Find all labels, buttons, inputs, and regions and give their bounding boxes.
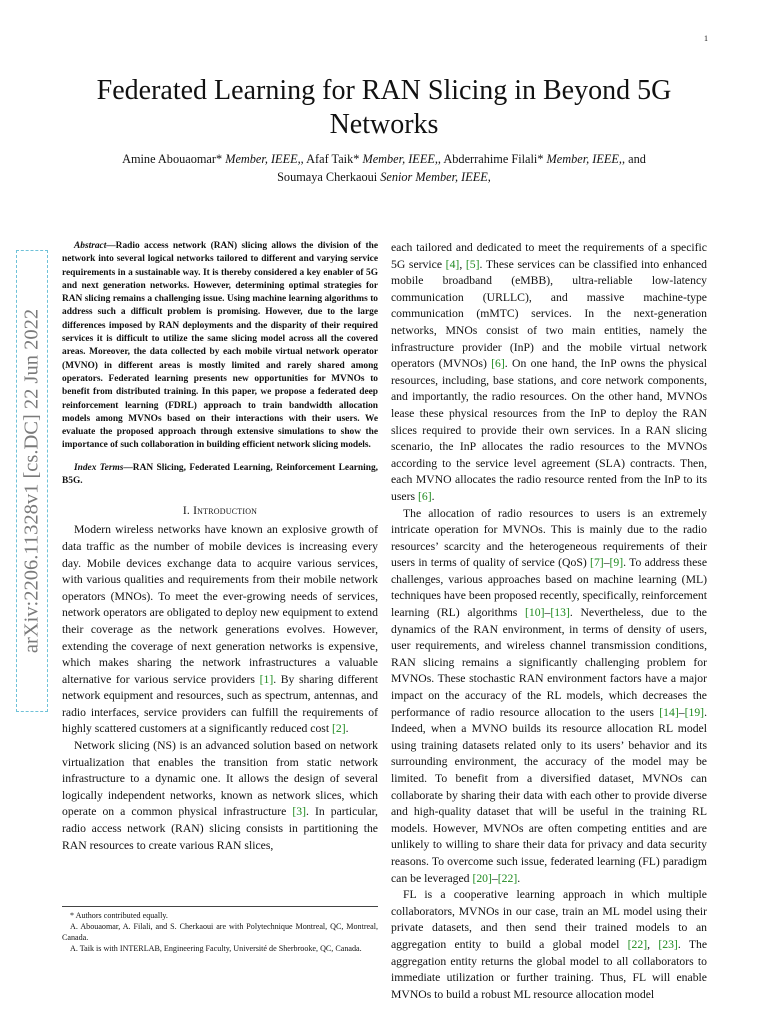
author-name: Abderrahime Filali* xyxy=(443,152,544,166)
citation-link[interactable]: [20] xyxy=(472,871,492,885)
arxiv-stamp[interactable] xyxy=(16,250,48,712)
citation-link[interactable]: [9] xyxy=(609,556,624,570)
paragraph-text: Network slicing (NS) is an advanced solution based on network virtualization that enables the transition from static network infrastructure to a dynamic one. It allows the design of several logically independent networks, known as network slices, which operate on a common physical infrastructure xyxy=(62,739,378,819)
paper-title: Federated Learning for RAN Slicing in Beyond 5G Networks xyxy=(96,75,672,140)
author-membership: Member, IEEE, xyxy=(225,152,301,166)
author-separator: , xyxy=(300,152,307,166)
paragraph-text: , xyxy=(647,937,659,951)
citation-link[interactable]: [7] xyxy=(590,556,604,570)
intro-body-right xyxy=(391,240,707,1003)
citation-link[interactable]: [1] xyxy=(259,672,274,686)
citation-link[interactable]: [2] xyxy=(332,722,346,736)
footnote: A. Abouaomar, A. Filali, and S. Cherkaoui are with Polytechnique Montreal, QC, Montreal, Canada. xyxy=(62,922,378,943)
paragraph-text: . xyxy=(517,871,521,885)
citation-link[interactable]: [13] xyxy=(550,606,570,620)
paragraph-text: each tailored and dedicated to meet the requirements of a specific 5G service xyxy=(391,241,707,271)
index-terms-text: —RAN Slicing, Federated Learning, Reinforcement Learning, B5G. xyxy=(62,462,379,487)
page-number: 1 xyxy=(704,34,708,43)
author-membership: Member, IEEE, xyxy=(546,152,623,166)
citation-link[interactable]: [4] xyxy=(445,257,460,271)
footnote: A. Taik is with INTERLAB, Engineering Faculty, Université de Sherbrooke, QC, Canada. xyxy=(70,944,362,954)
index-terms xyxy=(62,462,378,489)
abstract xyxy=(62,240,378,453)
abstract-lead: Abstract xyxy=(74,241,107,251)
section-title: Introduction xyxy=(193,504,258,518)
author-separator: , and xyxy=(622,152,646,166)
paragraph-text: . In particular, radio access network (RAN) slicing consists in partitioning the RAN resources to create various RAN slices, xyxy=(62,805,378,852)
body-paragraph xyxy=(62,522,378,738)
arxiv-identifier[interactable]: arXiv:2206.11328v1 [cs.DC] 22 Jun 2022 xyxy=(20,308,43,654)
index-terms-lead: Index Terms xyxy=(74,462,124,473)
citation-link[interactable]: [22] xyxy=(627,937,648,951)
paragraph-text: . The aggregation entity returns the global model to all collaborators to immediate utilization or further training. Thus, FL will enable MVNOs to build a robust ML resource allocation model xyxy=(391,937,708,1001)
abstract-text: —Radio access network (RAN) slicing allows the division of the network into several logical networks tailored to different and varying service requirements in a sustainable way. It is thereby considered a key enabler of 5G and next generation networks. However, determining optimal strategies for RAN slicing remains a challenging issue. Using machine learning algorithms to address such a difficult problem is promising. However, due to the large differences imposed by RAN deployments and the disparity of their required services it is difficult to utilize the same slicing model across all the covered areas. Moreover, the data collected by each mobile virtual network operator (MVNO) in different areas is mostly limited and rarely shared among operators. Federated learning presents new opportunities for MVNOs to benefit from distributed training. In this paper, we propose a federated deep reinforcement learning (FDRL) approach to train bandwidth allocation models among MVNOs based on their interactions with their users. We evaluate the proposed approach through extensive simulations to show the importance of such collaboration in building efficient network slicing models. xyxy=(62,241,378,451)
citation-link[interactable]: [3] xyxy=(292,805,306,819)
footnote: * Authors contributed equally. xyxy=(70,911,168,920)
paragraph-text: . By sharing different network equipment and resources, such as spectrum, antennas, and radio interfaces, service providers can fulfill the requirements of highly scattered customers at a significantly reduced cost xyxy=(62,672,378,736)
author-name: Amine Abouaomar* xyxy=(122,152,223,166)
paragraph-text: – xyxy=(603,556,610,570)
paragraph-text: . On one hand, the InP owns the physical resources, including, base stations, and core network components, and importantly, the radio resources. On the other hand, MVNOs lease these physical resources from the InP to deploy the RAN slices required to provide their own services. In a RAN slicing scenario, the InP allocates the radio resources to the MVNOs according to the service level agreement (SLA) contracts. Then, each MVNO allocates the radio resource rented from the InP to its users xyxy=(391,357,707,503)
author-name: Soumaya Cherkaoui xyxy=(277,170,378,184)
citation-link[interactable]: [5] xyxy=(465,257,480,271)
footnotes xyxy=(62,906,378,954)
paragraph-text: FL is a cooperative learning approach in which multiple collaborators, MVNOs in our case, train an ML model using their private datasets, and then send their trained models to an aggregation entity to build a global model xyxy=(391,888,707,951)
left-column xyxy=(62,240,378,854)
paragraph-text: , xyxy=(459,257,466,271)
intro-body-left xyxy=(62,522,378,854)
paragraph-text: . Indeed, when a MVNO builds its resource allocation RL model using training datasets related only to its users’ behavior and its surrounding environment, the accuracy of the model may be limited. To benefit from a diversified dataset, MVNOs can collaborate by sharing their data with each other to provide diverse and high-quality dataset that will be useful in the training RL models. However, MVNOs are often competing entities and are unlikely to willing to share their data for privacy and data security reasons. To overcome such issue, federated learning (FL) paradigm can be leveraged xyxy=(391,705,707,885)
author-membership: Member, IEEE, xyxy=(362,152,438,166)
right-column xyxy=(391,240,707,1003)
citation-link[interactable]: [6] xyxy=(491,357,505,371)
body-paragraph xyxy=(391,506,707,888)
paragraph-text: Modern wireless networks have known an explosive growth of data traffic as the number of mobile devices is increasing every day. Mobile devices exchange data to acquire various services, with various qualities and requirements from their mobile network operators (MNOs). To meet the ever-growing needs of services, network operators are obligated to deploy new equipment to extend their coverage as the network generations evolves. However, extending the coverage of next generation networks is expensive, which makes sharing the network infrastructures a valuable alternative for various service providers xyxy=(62,523,378,686)
paragraph-text: – xyxy=(544,606,551,620)
citation-link[interactable]: [19] xyxy=(684,705,705,719)
paragraph-text: . xyxy=(431,489,435,503)
paragraph-text: – xyxy=(678,705,685,719)
citation-link[interactable]: [23] xyxy=(658,937,678,951)
citation-link[interactable]: [6] xyxy=(417,489,432,503)
body-paragraph xyxy=(391,887,707,1003)
author-name: Afaf Taik* xyxy=(306,152,360,166)
paragraph-text: . To address these challenges, various approaches based on machine learning (ML) techniques have been proposed recently, specifically, reinforcement learning (RL) algorithms xyxy=(391,556,708,620)
body-paragraph xyxy=(62,738,378,854)
section-number: I. xyxy=(182,504,190,518)
paragraph-text: . Nevertheless, due to the dynamics of the RAN environment, in terms of density of users, user requirements, and wireless channel transmission conditions, RAN slicing remains a significantly challenging problem for MVNOs. These stochastic RAN environment factors have a major impact on the accuracy of the RL models, which decreases the performance of radio resource allocation to the users xyxy=(391,606,707,719)
section-heading xyxy=(62,504,378,517)
citation-link[interactable]: [14] xyxy=(659,705,679,719)
paragraph-text: . xyxy=(345,722,349,736)
paragraph-text: . These services can be classified into enhanced mobile broadband (eMBB), ultra-reliable low-latency communication (URLLC), and massive machine-type communication (mMTC) services. In the next-generation networks, MNOs consist of two main entities, namely the infrastructure provider (InP) and the mobile virtual network operators (MVNOs) xyxy=(391,257,707,371)
citation-link[interactable]: [22] xyxy=(497,871,518,885)
body-paragraph xyxy=(391,240,707,506)
paragraph-text: – xyxy=(491,871,498,885)
citation-link[interactable]: [10] xyxy=(525,606,545,620)
paragraph-text: The allocation of radio resources to users is an extremely intricate operation for MVNOs. This is mainly due to the radio resources’ scarcity and the heterogeneous requirements of their users in terms of quality of service (QoS) xyxy=(391,506,707,570)
author-separator: , xyxy=(437,152,444,166)
author-membership: Senior Member, IEEE, xyxy=(380,170,491,184)
author-list xyxy=(60,150,708,186)
